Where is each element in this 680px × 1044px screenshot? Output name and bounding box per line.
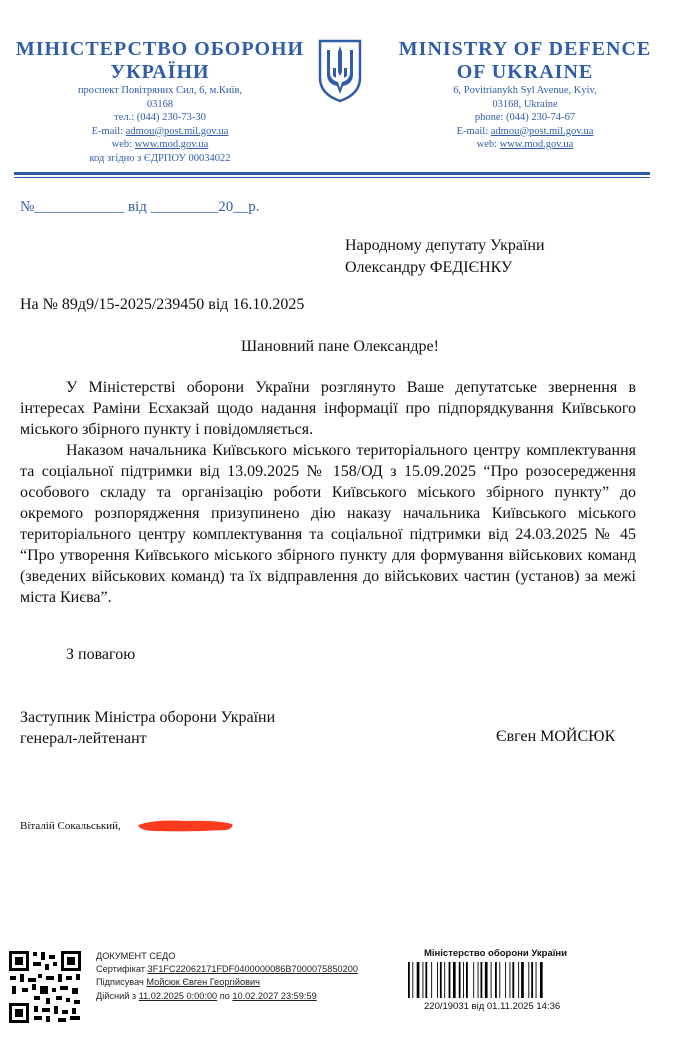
signatory-position — [20, 707, 275, 749]
address-ua-line2: 03168 — [146, 98, 174, 110]
sedo-validity — [96, 990, 358, 1003]
web-en-prefix: web: — [476, 139, 500, 150]
closing: З повагою — [66, 646, 136, 663]
sedo-stamp — [96, 950, 358, 1003]
addressee-title: Народному депутату України — [345, 237, 545, 254]
address-en-line1: 6, Povitrianykh Syl Avenue, Kyiv, — [453, 85, 597, 96]
header-divider-thick — [14, 172, 650, 175]
trident-coat-of-arms-icon — [316, 38, 364, 104]
web-en-link[interactable]: www.mod.gov.ua — [499, 139, 574, 150]
sedo-valid-label: Дійсний з — [96, 990, 139, 1001]
signatory-name: Євген МОЙСЮК — [496, 728, 616, 745]
header-left-ukrainian — [10, 38, 310, 165]
sedo-certificate — [96, 963, 358, 976]
sedo-valid-to: 10.02.2027 23:59:59 — [232, 990, 317, 1001]
addressee-name: Олександру ФЕДІЄНКУ — [345, 259, 513, 276]
sedo-signer — [96, 976, 358, 989]
registration-line: №____________ від _________20__р. — [20, 199, 260, 215]
barcode-number: 220/19031 від 01.11.2025 14:36 — [424, 1001, 561, 1012]
email-en-link[interactable]: admou@post.mil.gov.ua — [490, 125, 594, 137]
address-en-line2: 03168, Ukraine — [492, 98, 558, 110]
letter-body — [20, 377, 636, 608]
signatory-rank: генерал-лейтенант — [20, 730, 147, 747]
barcode — [408, 962, 586, 998]
web-ua-link[interactable]: www.mod.gov.ua — [134, 139, 209, 150]
sedo-cert-label: Сертифікат — [96, 964, 148, 975]
sedo-valid-mid: по — [217, 990, 233, 1001]
header-right-english — [372, 38, 678, 152]
web-en — [372, 138, 678, 152]
sedo-cert-value: 3F1FC22062171FDF0400000086B7000075850200 — [147, 964, 358, 975]
email-en-prefix: E-mail: — [456, 125, 491, 137]
phone-en: phone: (044) 230-74-67 — [474, 112, 576, 123]
phone-ua: тел.: (044) 230-73-30 — [114, 112, 206, 123]
web-ua — [10, 138, 310, 152]
email-ua — [10, 125, 310, 139]
email-ua-link[interactable]: admou@post.mil.gov.ua — [125, 125, 229, 137]
edrpou-code: код згідно з ЄДРПОУ 00034022 — [89, 152, 231, 164]
sedo-title: ДОКУМЕНТ СЕДО — [96, 951, 176, 961]
email-en — [372, 125, 678, 139]
executor-name: Віталій Сокальський, — [20, 820, 121, 832]
email-ua-prefix: E-mail: — [91, 125, 126, 137]
address-ua-line1: проспект Повітряних Сил, 6, м.Київ, — [77, 85, 243, 96]
org-name-ua-line1: МІНІСТЕРСТВО ОБОРОНИ — [15, 38, 305, 60]
sedo-valid-from: 11.02.2025 0:00:00 — [138, 990, 218, 1001]
body-paragraph-1: У Міністерстві оборони України розглянуто Ваше депутатське звернення в інтересах Раміни Есхакзай щодо надання інформації про підпорядкування Київського міського збірного пункту і повідомляється. — [20, 379, 636, 438]
org-name-en-line1: MINISTRY OF DEFENCE — [398, 38, 652, 60]
org-name-ua-line2: УКРАЇНИ — [110, 61, 210, 83]
web-ua-prefix: web: — [111, 139, 135, 150]
reference-line: На № 89д9/15-2025/239450 від 16.10.2025 — [20, 296, 305, 313]
redaction-mark — [136, 816, 236, 834]
sedo-signer-value: Мойсюк Євген Георгійович — [146, 977, 260, 988]
barcode-title: Міністерство оборони України — [424, 948, 567, 959]
body-paragraph-2: Наказом начальника Київського міського територіального центру комплектування та соціальної підтримки від 13.09.2025 № 158/ОД з 15.09.2025 “Про розосередження особового складу та організацію роботи Київського міського збірного пункту” до окремого розпорядження призупинено дію наказу начальника Київського міського територіального центру комплектування та соціальної підтримки від 24.03.2025 № 45 “Про утворення Київського міського збірного пункту для формування військових команд (зведених військових команд) та їх відправлення до військових частин (установ) за межі міста Києва”. — [20, 442, 636, 606]
sedo-signer-label: Підписувач — [96, 977, 147, 988]
signatory-position-line1: Заступник Міністра оборони України — [20, 709, 276, 726]
org-name-en-line2: OF UKRAINE — [456, 61, 594, 83]
addressee-block — [345, 235, 545, 279]
qr-code — [8, 950, 82, 1024]
header-divider-thin — [14, 177, 650, 178]
greeting: Шановний пане Олександре! — [241, 338, 439, 355]
